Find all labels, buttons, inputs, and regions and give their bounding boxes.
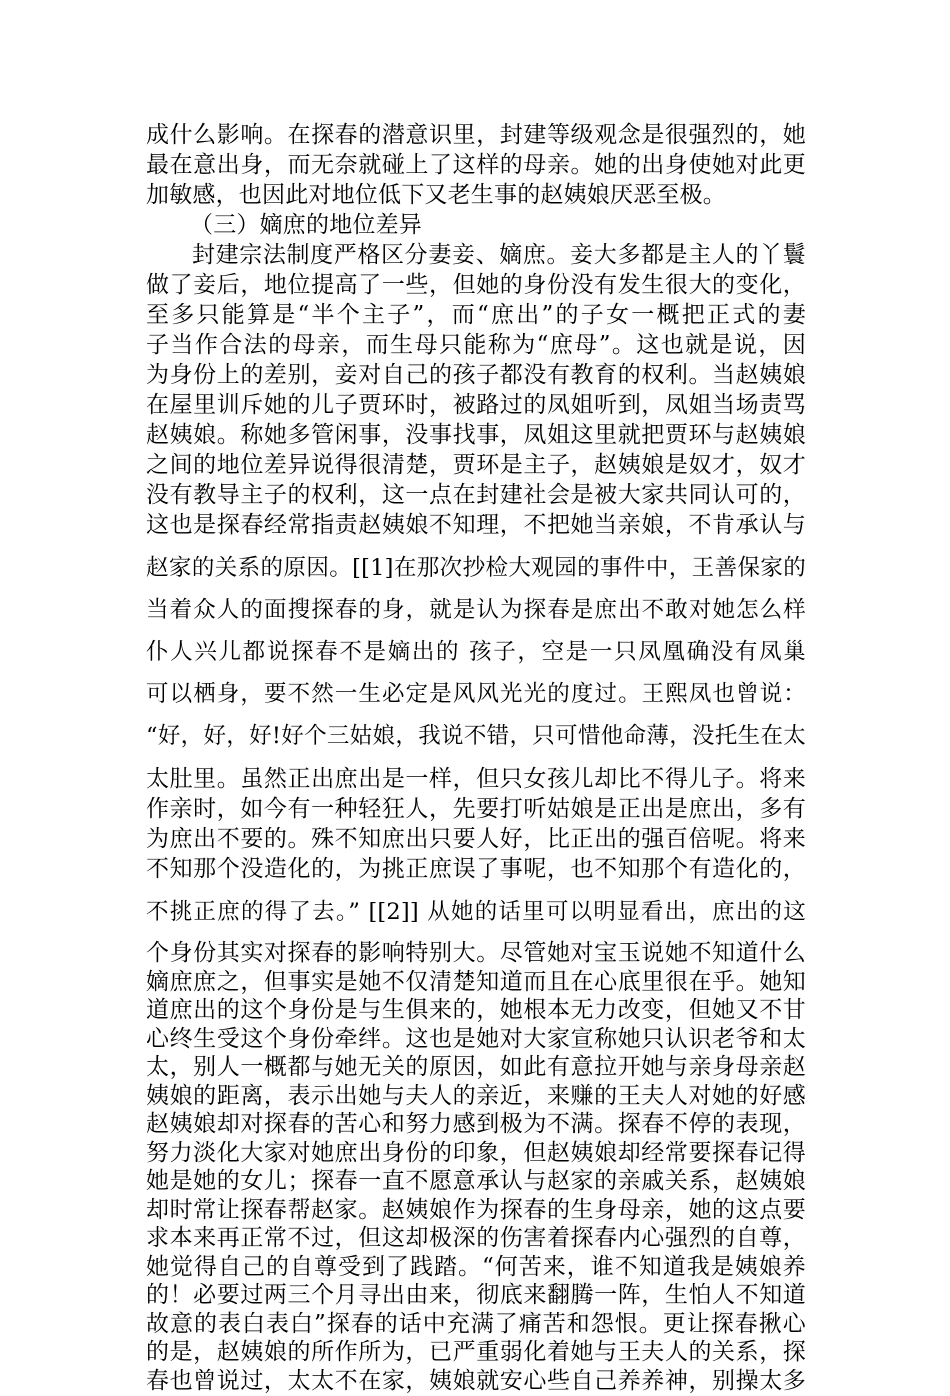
text-line: 封建宗法制度严格区分妻妾、嫡庶。妾大多都是主人的丫鬟	[192, 242, 806, 268]
text-line: 赵姨娘却对探春的苦心和努力感到极为不满。探春不停的表现，	[146, 1111, 806, 1137]
text-line: 成什么影响。在探春的潜意识里，封建等级观念是很强烈的，她	[146, 122, 806, 148]
text-line: 故意的表白表白”探春的话中充满了痛苦和怨恨。更让探春揪心	[146, 1310, 806, 1337]
text-line: 赵家的关系的原因。[[1]在那次抄检大观园的事件中，王善保家的	[146, 555, 806, 581]
text-line: 仆人兴儿都说探春不是嫡出的 孩子，空是一只凤凰确没有凤巢	[146, 639, 806, 665]
text-line: 太肚里。虽然正出庶出是一样，但只女孩儿却比不得儿子。将来	[146, 766, 806, 792]
text-line: 赵姨娘。称她多管闲事，没事找事，凤姐这里就把贾环与赵姨娘	[146, 422, 806, 448]
text-line: 在屋里训斥她的儿子贾环时，被路过的凤姐听到，凤姐当场责骂	[146, 392, 806, 418]
text-line: 为庶出不要的。殊不知庶出只要人好，比正出的强百倍呢。将来	[146, 826, 806, 852]
text-line: 作亲时，如今有一种轻狂人，先要打听姑娘是正出是庶出，多有	[146, 796, 806, 822]
text-line: 不知那个没造化的，为挑正庶误了事呢，也不知那个有造化的，	[146, 856, 806, 882]
text-line: 可以栖身，要不然一生必定是风风光光的度过。王熙凤也曾说：	[146, 681, 806, 707]
text-line: 却时常让探春帮赵家。赵姨娘作为探春的生身母亲，她的这点要	[146, 1196, 806, 1223]
text-line: 求本来再正常不过，但这却极深的伤害着探春内心强烈的自尊，	[146, 1225, 806, 1251]
text-line: 至多只能算是“半个主子”，而“庶出”的子女一概把正式的妻	[146, 302, 806, 328]
text-line: 为身份上的差别，妾对自己的孩子都没有教育的权利。当赵姨娘	[146, 362, 806, 388]
text-line: 做了妾后，地位提高了一些，但她的身份没有发生很大的变化，	[146, 272, 806, 298]
text-line: 不挑正庶的得了去。” [[2]] 从她的话里可以明显看出，庶出的这	[146, 899, 806, 925]
text-line: 她觉得自己的自尊受到了践踏。“何苦来，谁不知道我是姨娘养	[146, 1253, 806, 1280]
text-line: 没有教导主子的权利，这一点在封建社会是被大家共同认可的，	[146, 482, 806, 508]
text-line: 春也曾说过，太太不在家，姨娘就安心些自己养养神，别操太多	[146, 1367, 806, 1394]
text-line: 之间的地位差异说得很清楚，贾环是主子，赵姨娘是奴才，奴才	[146, 452, 806, 478]
section-heading: （三）嫡庶的地位差异	[190, 212, 422, 238]
text-line: 的是，赵姨娘的所作所为，已严重弱化着她与王夫人的关系，探	[146, 1339, 806, 1365]
text-line: 当着众人的面搜探春的身，就是认为探春是庶出不敢对她怎么样	[146, 597, 806, 623]
text-line: 太，别人一概都与她无关的原因，如此有意拉开她与亲身母亲赵	[146, 1054, 806, 1080]
text-line: 她是她的女儿；探春一直不愿意承认与赵家的亲戚关系，赵姨娘	[146, 1168, 806, 1194]
text-line: 这也是探春经常指责赵姨娘不知理，不把她当亲娘，不肯承认与	[146, 512, 806, 538]
text-line: 努力淡化大家对她庶出身份的印象，但赵姨娘却经常要探春记得	[146, 1139, 806, 1166]
text-line: 个身份其实对探春的影响特别大。尽管她对宝玉说她不知道什么	[146, 940, 806, 966]
text-line: 的！必要过两三个月寻出由来，彻底来翻腾一阵，生怕人不知道	[146, 1282, 806, 1308]
text-line: 子当作合法的母亲，而生母只能称为“庶母”。这也就是说，因	[146, 332, 806, 358]
text-line: “好，好，好!好个三姑娘，我说不错，只可惜他命薄，没托生在太	[146, 723, 806, 749]
text-line: 姨娘的距离，表示出她与夫人的亲近，来赚的王夫人对她的好感	[146, 1082, 806, 1109]
text-line: 嫡庶庶之，但事实是她不仅清楚知道而且在心底里很在乎。她知	[146, 968, 806, 995]
text-line: 加敏感，也因此对地位低下又老生事的赵姨娘厌恶至极。	[146, 182, 726, 208]
text-line: 心终生受这个身份牵绊。这也是她对大家宣称她只认识老爷和太	[146, 1025, 806, 1052]
text-line: 最在意出身，而无奈就碰上了这样的母亲。她的出身使她对此更	[146, 152, 806, 178]
text-line: 道庶出的这个身份是与生俱来的，她根本无力改变，但她又不甘	[146, 997, 806, 1023]
